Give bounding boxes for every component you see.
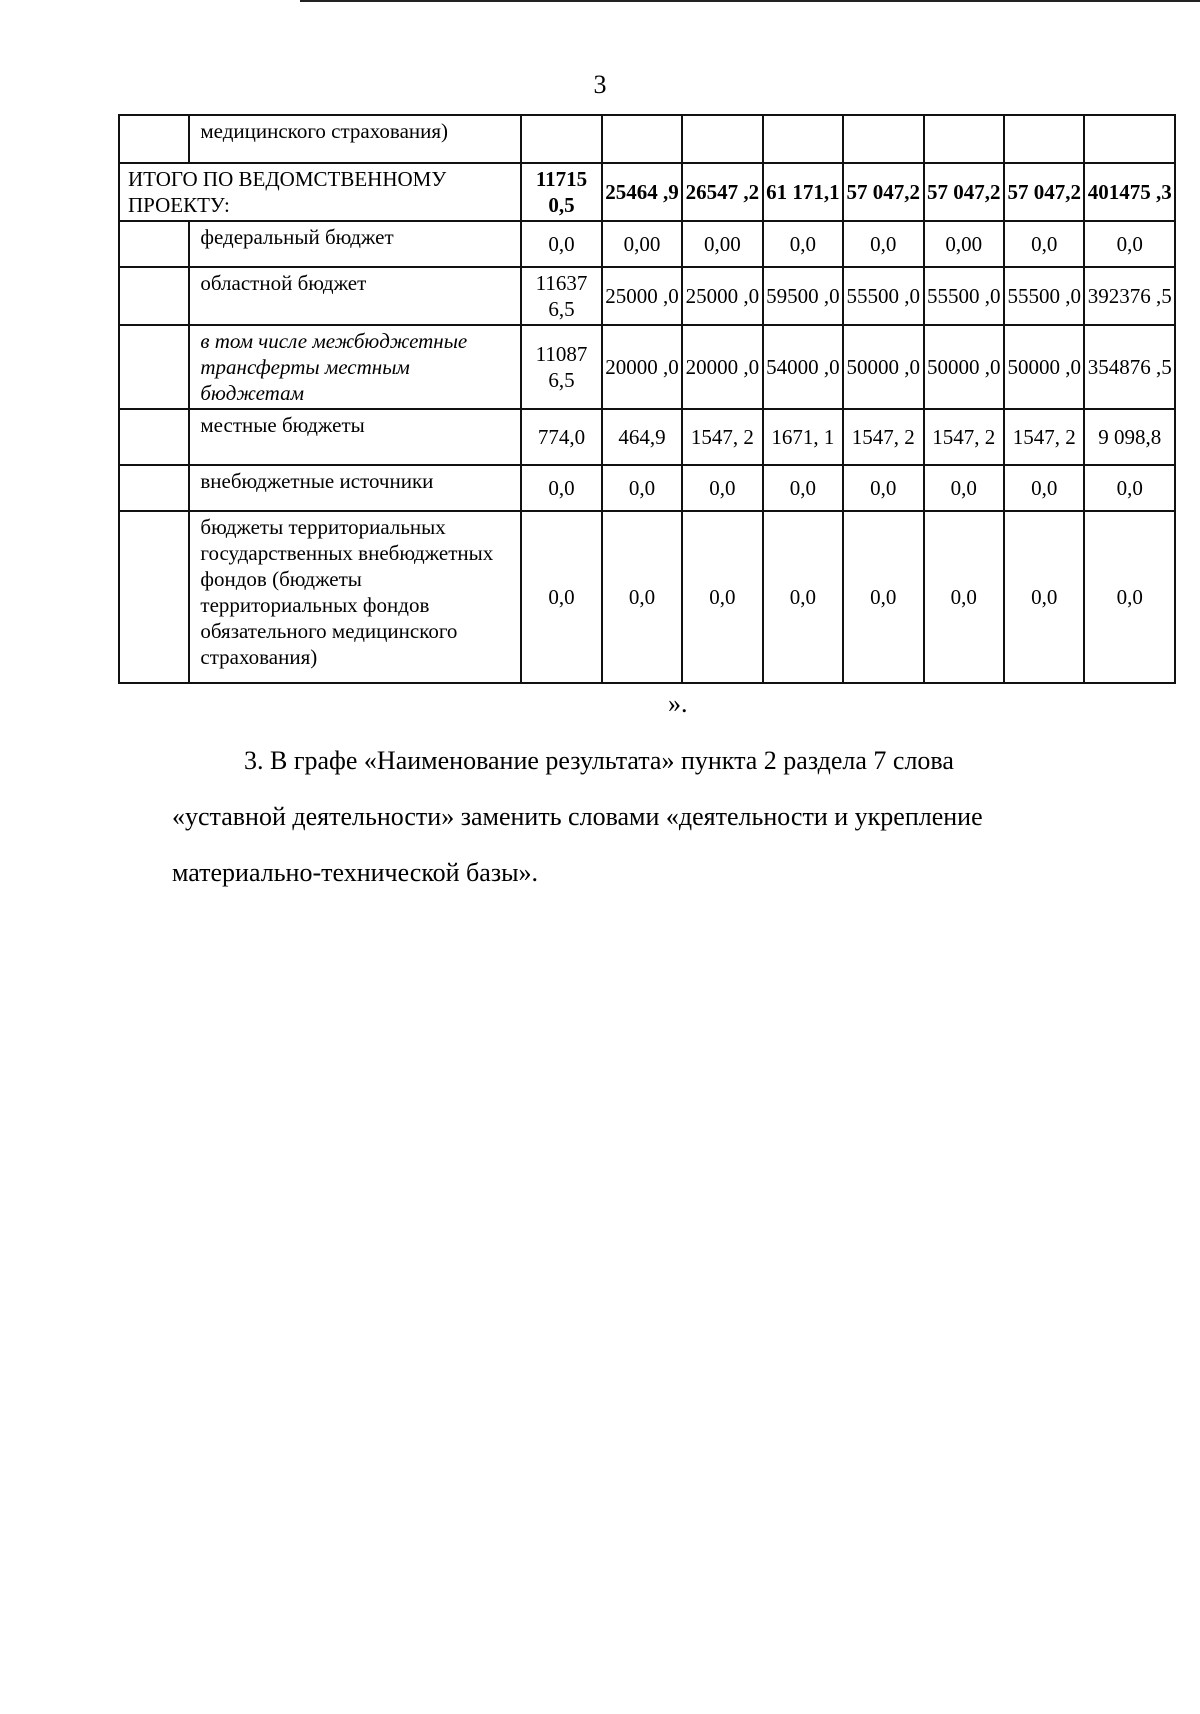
value-cell: 1547, 2 — [924, 409, 1004, 465]
value-cell: 392376 ,5 — [1084, 267, 1175, 325]
value-cell: 0,00 — [924, 221, 1004, 267]
value-cell: 1547, 2 — [843, 409, 923, 465]
table-row — [119, 409, 1175, 465]
row-name: медицинского страхования) — [189, 115, 521, 163]
value-cell: 0,0 — [843, 221, 923, 267]
value-cell: 0,0 — [1004, 465, 1084, 511]
value-cell: 57 047,2 — [843, 163, 923, 221]
value-cell: 0,0 — [521, 511, 601, 683]
value-cell: 464,9 — [602, 409, 682, 465]
value-cell: 57 047,2 — [924, 163, 1004, 221]
financing-table — [118, 114, 1176, 684]
value-cell: 26547 ,2 — [682, 163, 762, 221]
value-cell: 0,00 — [682, 221, 762, 267]
value-cell: 55500 ,0 — [1004, 267, 1084, 325]
value-cell: 9 098,8 — [1084, 409, 1175, 465]
row-name: федеральный бюджет — [189, 221, 521, 267]
value-cell: 0,0 — [763, 465, 843, 511]
row-name: местные бюджеты — [189, 409, 521, 465]
value-cell: 401475 ,3 — [1084, 163, 1175, 221]
value-cell: 0,0 — [763, 221, 843, 267]
row-index-cell — [119, 221, 189, 267]
value-cell: 55500 ,0 — [843, 267, 923, 325]
value-cell: 54000 ,0 — [763, 325, 843, 409]
value-cell: 0,0 — [521, 221, 601, 267]
value-cell: 11637 6,5 — [521, 267, 601, 325]
row-name: в том числе межбюджетные трансферты местным бюджетам — [189, 325, 521, 409]
value-cell: 20000 ,0 — [602, 325, 682, 409]
value-cell: 774,0 — [521, 409, 601, 465]
value-cell: 50000 ,0 — [843, 325, 923, 409]
value-cell — [1004, 115, 1084, 163]
row-index-cell — [119, 267, 189, 325]
value-cell — [843, 115, 923, 163]
value-cell: 0,0 — [1084, 511, 1175, 683]
row-index-cell — [119, 465, 189, 511]
value-cell: 0,0 — [521, 465, 601, 511]
value-cell — [602, 115, 682, 163]
value-cell: 1547, 2 — [682, 409, 762, 465]
value-cell: 0,0 — [843, 465, 923, 511]
value-cell: 0,0 — [843, 511, 923, 683]
value-cell: 0,0 — [924, 511, 1004, 683]
row-name: ИТОГО ПО ВЕДОМСТВЕННОМУ ПРОЕКТУ: — [119, 163, 521, 221]
value-cell: 0,0 — [1084, 465, 1175, 511]
table-row — [119, 511, 1175, 683]
row-name: внебюджетные источники — [189, 465, 521, 511]
value-cell: 50000 ,0 — [924, 325, 1004, 409]
table-row — [119, 115, 1175, 163]
table-row — [119, 465, 1175, 511]
value-cell: 25000 ,0 — [602, 267, 682, 325]
value-cell: 0,0 — [682, 465, 762, 511]
value-cell: 1671, 1 — [763, 409, 843, 465]
value-cell: 11715 0,5 — [521, 163, 601, 221]
value-cell: 0,0 — [763, 511, 843, 683]
closing-quote: ». — [668, 689, 688, 718]
value-cell: 0,0 — [602, 465, 682, 511]
value-cell: 59500 ,0 — [763, 267, 843, 325]
row-index-cell — [119, 115, 189, 163]
value-cell — [682, 115, 762, 163]
value-cell: 0,0 — [924, 465, 1004, 511]
value-cell: 55500 ,0 — [924, 267, 1004, 325]
amendment-paragraph: 3. В графе «Наименование результата» пункта 2 раздела 7 слова «уставной деятельности» заменить словами «деятельности и укрепление материально-технической базы». — [172, 746, 983, 887]
row-index-cell — [119, 409, 189, 465]
value-cell: 61 171,1 — [763, 163, 843, 221]
value-cell: 25000 ,0 — [682, 267, 762, 325]
table-row — [119, 267, 1175, 325]
value-cell: 57 047,2 — [1004, 163, 1084, 221]
row-index-cell — [119, 325, 189, 409]
value-cell: 0,0 — [1084, 221, 1175, 267]
row-name: областной бюджет — [189, 267, 521, 325]
value-cell: 354876 ,5 — [1084, 325, 1175, 409]
table-row — [119, 163, 1175, 221]
page-number: 3 — [593, 70, 607, 99]
row-name: бюджеты территориальных государственных внебюджетных фондов (бюджеты территориальных фондов обязательного медицинского страхования) — [189, 511, 521, 683]
value-cell: 11087 6,5 — [521, 325, 601, 409]
value-cell: 0,0 — [682, 511, 762, 683]
value-cell — [763, 115, 843, 163]
value-cell: 0,0 — [602, 511, 682, 683]
row-index-cell — [119, 511, 189, 683]
value-cell — [1084, 115, 1175, 163]
table-row — [119, 221, 1175, 267]
value-cell: 0,0 — [1004, 511, 1084, 683]
value-cell: 0,0 — [1004, 221, 1084, 267]
value-cell — [924, 115, 1004, 163]
value-cell: 0,00 — [602, 221, 682, 267]
top-rule — [300, 0, 1200, 2]
value-cell: 50000 ,0 — [1004, 325, 1084, 409]
value-cell: 25464 ,9 — [602, 163, 682, 221]
value-cell: 20000 ,0 — [682, 325, 762, 409]
table-row — [119, 325, 1175, 409]
value-cell — [521, 115, 601, 163]
value-cell: 1547, 2 — [1004, 409, 1084, 465]
